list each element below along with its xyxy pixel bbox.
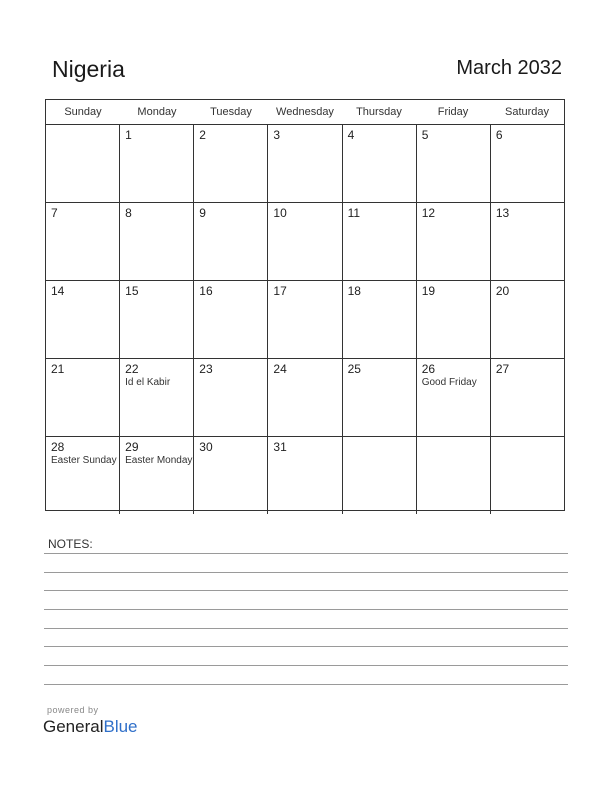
day-cell — [343, 281, 417, 358]
day-number: 21 — [51, 362, 65, 376]
day-cell — [491, 437, 564, 514]
holiday-label: Id el Kabir — [125, 377, 171, 388]
day-cell — [417, 359, 491, 436]
day-cell — [491, 281, 564, 358]
day-number: 20 — [495, 284, 510, 298]
day-cell — [417, 437, 491, 514]
note-line — [44, 553, 568, 554]
day-cell — [194, 281, 268, 358]
day-number: 29 — [125, 440, 139, 454]
day-cell — [120, 437, 194, 514]
day-number: 23 — [199, 362, 213, 376]
day-number: 25 — [347, 362, 361, 376]
day-cell — [194, 359, 268, 436]
day-cell — [417, 125, 491, 202]
day-cell — [46, 359, 120, 436]
weekday-header — [46, 100, 564, 125]
day-cell — [120, 203, 194, 280]
country-title: Nigeria — [52, 56, 125, 82]
day-number: 19 — [421, 284, 436, 298]
day-cell — [268, 203, 342, 280]
day-number: 27 — [495, 362, 510, 376]
weekday-sunday: Sunday — [64, 106, 102, 118]
week-row — [46, 437, 564, 514]
note-line — [44, 628, 568, 629]
weekday-saturday: Saturday — [504, 106, 550, 118]
note-line — [44, 665, 568, 666]
day-number: 14 — [51, 284, 65, 298]
note-line — [44, 609, 568, 610]
day-cell — [417, 203, 491, 280]
day-cell — [268, 281, 342, 358]
generalblue-logo — [43, 717, 138, 737]
week-row — [46, 125, 564, 203]
day-number: 12 — [421, 206, 436, 220]
day-number: 8 — [125, 206, 132, 220]
day-number: 11 — [347, 206, 361, 220]
day-cell — [46, 203, 120, 280]
day-cell — [343, 125, 417, 202]
calendar-weeks — [46, 125, 564, 514]
day-number: 26 — [421, 362, 436, 376]
week-row — [46, 281, 564, 359]
day-cell — [120, 125, 194, 202]
week-row — [46, 203, 564, 281]
day-number: 1 — [125, 128, 132, 142]
day-cell — [343, 359, 417, 436]
weekday-tuesday: Tuesday — [210, 106, 252, 118]
month-title: March 2032 — [456, 57, 562, 79]
day-number: 17 — [273, 284, 287, 298]
weekday-monday: Monday — [137, 106, 177, 118]
brand-general: General — [43, 717, 104, 736]
weekday-wednesday: Wednesday — [276, 106, 334, 118]
note-line — [44, 572, 568, 573]
note-line — [44, 646, 568, 647]
note-line — [44, 590, 568, 591]
holiday-label: Good Friday — [421, 377, 477, 388]
day-number: 22 — [125, 362, 139, 376]
day-number: 10 — [273, 206, 287, 220]
day-cell — [268, 437, 342, 514]
day-number: 24 — [273, 362, 287, 376]
weekday-friday: Friday — [437, 106, 469, 118]
day-number: 13 — [495, 206, 510, 220]
holiday-label: Easter Sunday — [51, 455, 117, 466]
note-line — [44, 684, 568, 685]
day-number: 16 — [199, 284, 213, 298]
day-cell — [417, 281, 491, 358]
day-cell — [343, 437, 417, 514]
day-cell — [120, 281, 194, 358]
day-cell — [46, 125, 120, 202]
day-number: 30 — [199, 440, 213, 454]
day-number: 6 — [495, 128, 503, 142]
weekday-thursday: Thursday — [356, 106, 402, 118]
day-number: 7 — [51, 206, 58, 220]
day-number: 15 — [125, 284, 139, 298]
notes-label: NOTES: — [48, 537, 93, 551]
day-cell — [46, 281, 120, 358]
day-number: 28 — [51, 440, 65, 454]
calendar-grid — [45, 99, 565, 511]
day-number: 9 — [199, 206, 206, 220]
holiday-label: Easter Monday — [125, 455, 193, 466]
day-cell — [268, 359, 342, 436]
day-number: 18 — [347, 284, 361, 298]
day-number: 3 — [273, 128, 281, 142]
day-number: 5 — [421, 128, 429, 142]
week-row — [46, 359, 564, 437]
day-cell — [268, 125, 342, 202]
day-cell — [120, 359, 194, 436]
day-cell — [491, 359, 564, 436]
day-cell — [194, 203, 268, 280]
day-cell — [491, 203, 564, 280]
day-number: 4 — [347, 128, 355, 142]
day-number: 2 — [199, 128, 206, 142]
day-cell — [46, 437, 120, 514]
brand-blue: Blue — [103, 717, 138, 736]
powered-by-text: powered by — [47, 705, 99, 715]
day-cell — [194, 125, 268, 202]
day-cell — [491, 125, 564, 202]
day-number: 31 — [273, 440, 287, 454]
day-cell — [343, 203, 417, 280]
day-cell — [194, 437, 268, 514]
